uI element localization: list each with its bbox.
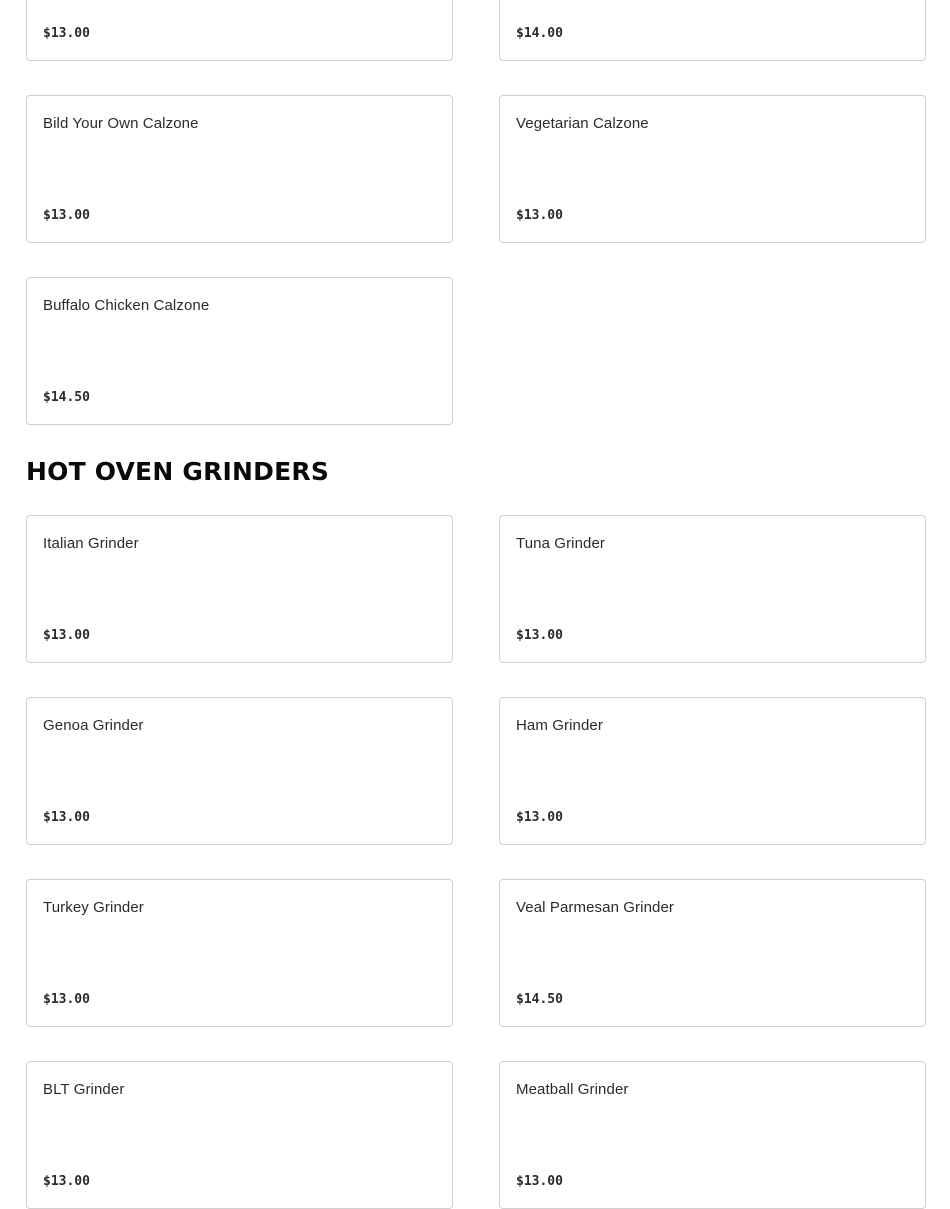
menu-item-name: Tuna Grinder xyxy=(516,535,606,552)
menu-item-card[interactable] xyxy=(499,0,926,61)
menu-item-name: Italian Grinder xyxy=(43,535,139,552)
menu-item-price: $13.00 xyxy=(516,628,563,643)
menu-item-name: BLT Grinder xyxy=(43,1081,125,1098)
menu-item-price: $13.00 xyxy=(43,992,90,1007)
menu-item-price: $13.00 xyxy=(43,810,90,825)
menu-item-price: $14.00 xyxy=(516,26,563,41)
menu-item-price: $14.50 xyxy=(43,390,90,405)
menu-item-price: $13.00 xyxy=(43,26,90,41)
menu-item-card[interactable] xyxy=(499,697,926,845)
menu-item-price: $13.00 xyxy=(43,1174,90,1189)
menu-item-card[interactable] xyxy=(26,1061,453,1209)
menu-item-card[interactable] xyxy=(26,95,453,243)
menu-item-price: $13.00 xyxy=(516,1174,563,1189)
menu-item-name: Buffalo Chicken Calzone xyxy=(43,297,210,314)
menu-item-card[interactable] xyxy=(499,1061,926,1209)
menu-item-name: Meatball Grinder xyxy=(516,1081,629,1098)
menu-item-card[interactable] xyxy=(26,697,453,845)
menu-item-name: Genoa Grinder xyxy=(43,717,144,734)
menu-item-price: $14.50 xyxy=(516,992,563,1007)
menu-item-name: Ham Grinder xyxy=(516,717,603,734)
menu-item-card[interactable] xyxy=(26,515,453,663)
menu-item-name: Bild Your Own Calzone xyxy=(43,115,199,132)
menu-item-name: Vegetarian Calzone xyxy=(516,115,649,132)
menu-item-card[interactable] xyxy=(499,515,926,663)
menu-item-price: $13.00 xyxy=(516,208,563,223)
menu-item-card[interactable] xyxy=(499,95,926,243)
menu-item-price: $13.00 xyxy=(516,810,563,825)
menu-item-card[interactable] xyxy=(26,0,453,61)
section-title: HOT OVEN GRINDERS xyxy=(26,457,330,486)
menu-item-price: $13.00 xyxy=(43,208,90,223)
menu-item-card[interactable] xyxy=(26,277,453,425)
menu-item-card[interactable] xyxy=(499,879,926,1027)
menu-item-price: $13.00 xyxy=(43,628,90,643)
menu-item-name: Turkey Grinder xyxy=(43,899,144,916)
menu-item-name: Veal Parmesan Grinder xyxy=(516,899,675,916)
menu-item-card[interactable] xyxy=(26,879,453,1027)
